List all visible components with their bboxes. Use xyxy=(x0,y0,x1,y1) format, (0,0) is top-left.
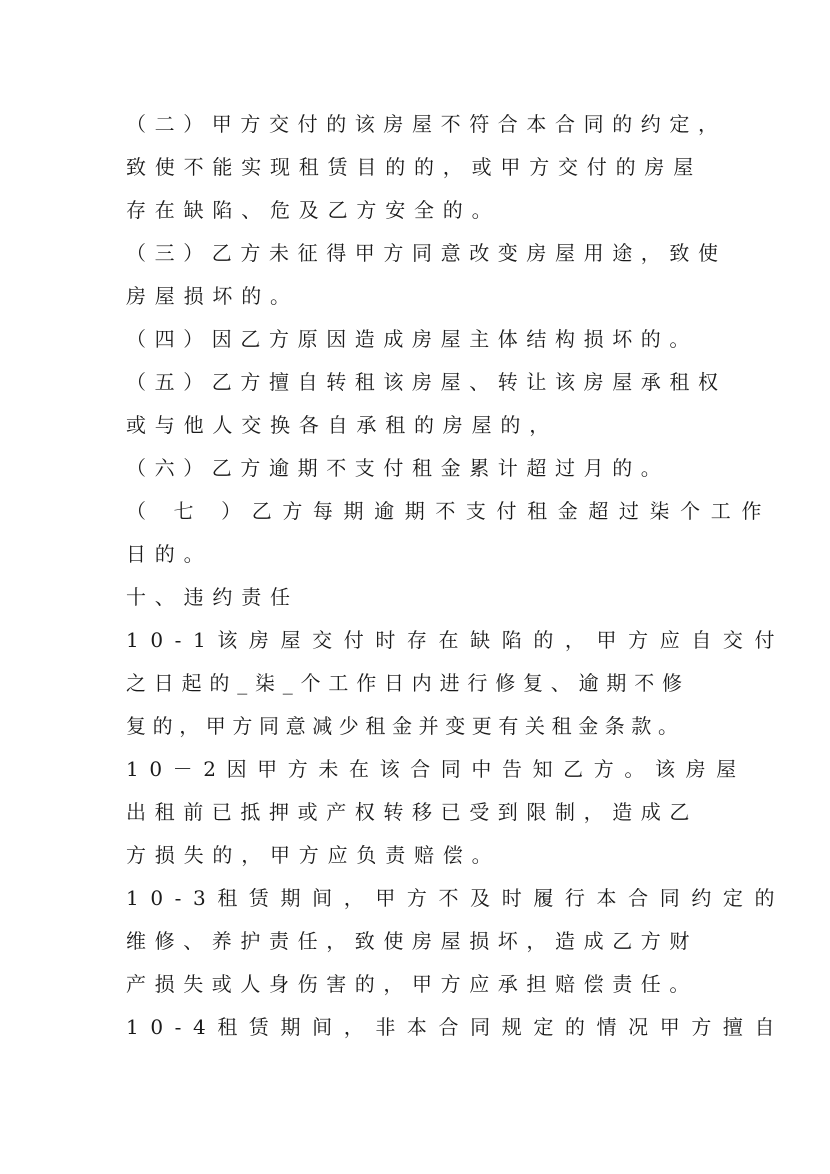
text-line: 维修、养护责任，致使房屋损坏，造成乙方财 xyxy=(126,929,698,953)
text-line: 之日起的_柒_个工作日内进行修复、逾期不修 xyxy=(126,671,690,695)
text-line: （四）因乙方原因造成房屋主体结构损坏的。 xyxy=(126,327,698,351)
text-line: 房屋损坏的。 xyxy=(126,284,299,308)
text-line: 产损失或人身伤害的，甲方应承担赔偿责任。 xyxy=(126,972,698,996)
section-heading: 十、违约责任 xyxy=(126,585,299,609)
text-line: （二）甲方交付的该房屋不符合本合同的约定， xyxy=(126,112,727,136)
text-line: 或与他人交换各自承租的房屋的， xyxy=(126,413,558,437)
text-line: 日的。 xyxy=(126,542,213,566)
text-line: 方损失的，甲方应负责赔偿。 xyxy=(126,843,501,867)
text-line: 10-1该房屋交付时存在缺陷的，甲方应自交付 xyxy=(126,628,787,652)
text-line: 复的，甲方同意减少租金并变更有关租金条款。 xyxy=(126,714,685,738)
text-line: 存在缺陷、危及乙方安全的。 xyxy=(126,198,501,222)
text-line: 致使不能实现租赁目的的，或甲方交付的房屋 xyxy=(126,155,702,179)
text-line: （ 七 ）乙方每期逾期不支付租金超过柒个工作 xyxy=(126,499,772,523)
text-line: 10－2因甲方未在该合同中告知乙方。该房屋 xyxy=(126,757,747,781)
text-line: 出租前已抵押或产权转移已受到限制，造成乙 xyxy=(126,800,698,824)
text-line: 10-4租赁期间，非本合同规定的情况甲方擅自 xyxy=(126,1015,787,1039)
text-line: （三）乙方未征得甲方同意改变房屋用途，致使 xyxy=(126,241,727,265)
text-line: （六）乙方逾期不支付租金累计超过月的。 xyxy=(126,456,670,480)
document-body xyxy=(126,103,787,1049)
text-line: 10-3租赁期间，甲方不及时履行本合同约定的 xyxy=(126,886,787,910)
text-line: （五）乙方擅自转租该房屋、转让该房屋承租权 xyxy=(126,370,727,394)
